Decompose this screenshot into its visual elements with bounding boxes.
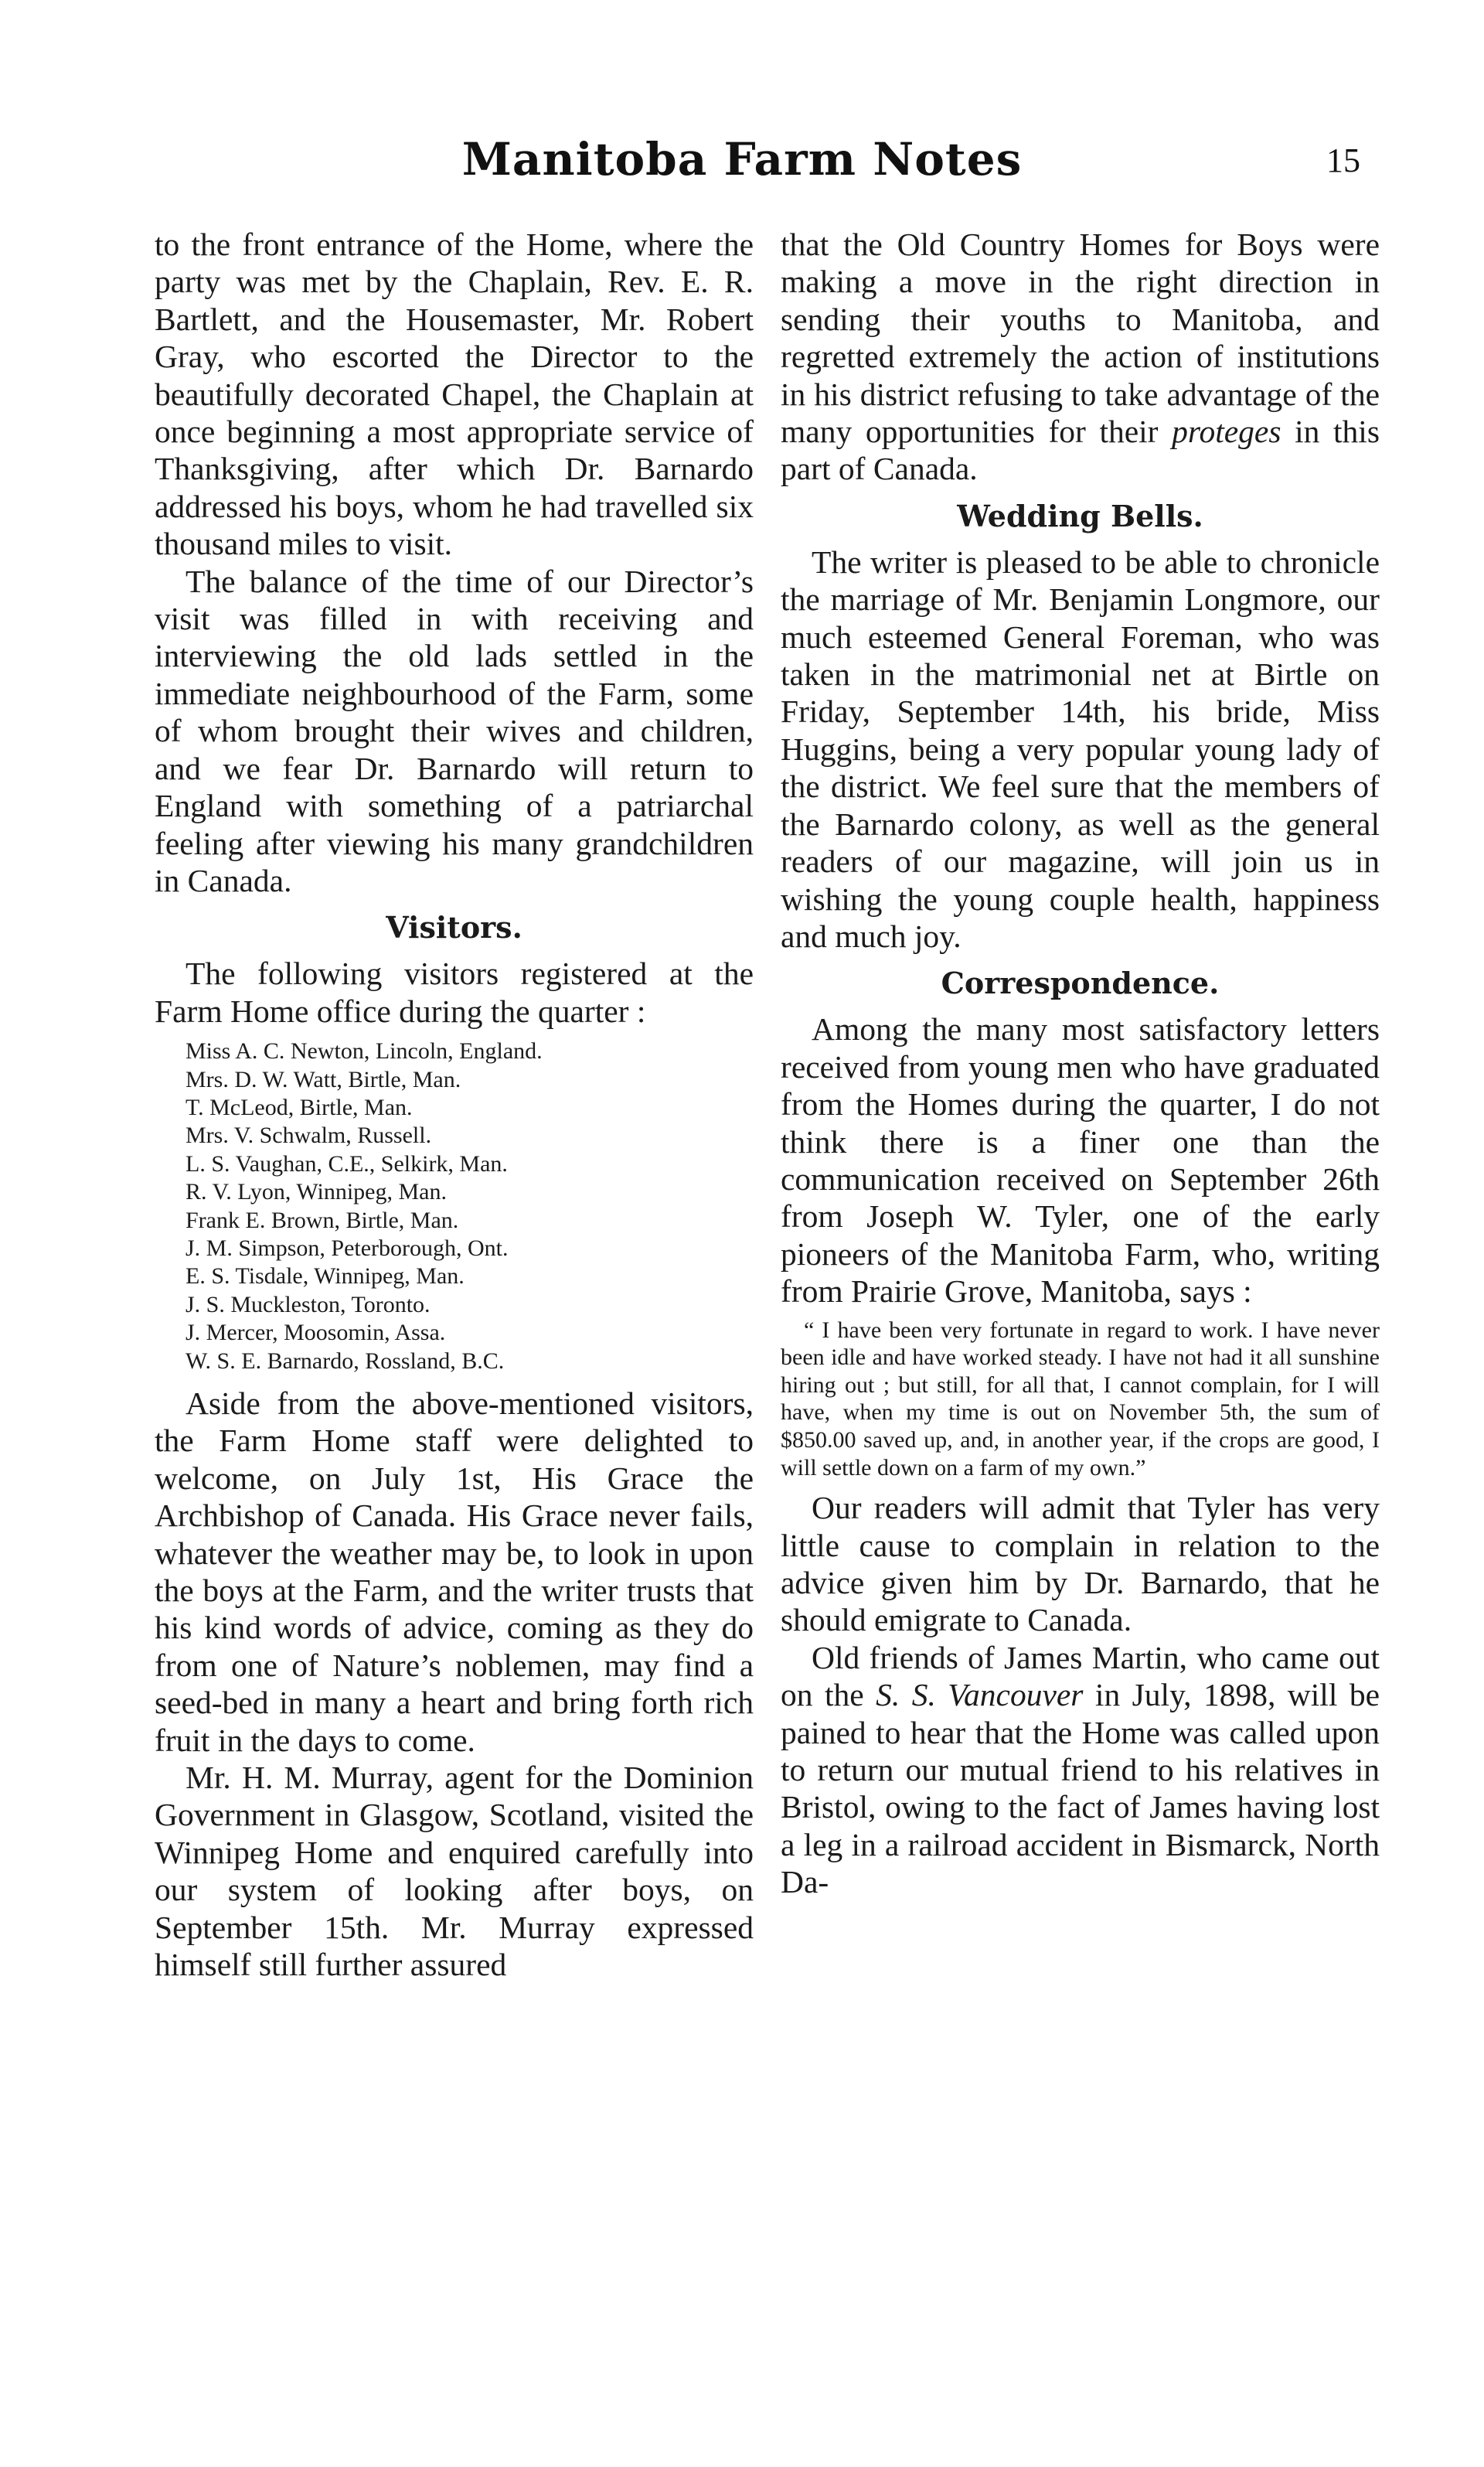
visitors-intro: The following visitors registered at the Farm Home office during the quarter : [155,956,754,1029]
paragraph-murray-continued [781,226,1380,488]
paragraph-murray: Mr. H. M. Murray, agent for the Dominion Government in Glasgow, Scotland, visited the Winnipeg Home and enquired carefully into our system of looking after boys, on September 15th. Mr. Murray expressed himself still further assured [155,1760,754,1983]
correspondence-heading: Correspondence. [941,966,1220,1001]
visitor-entry: R. V. Lyon, Winnipeg, Man. [186,1179,447,1205]
visitor-entry: E. S. Tisdale, Winnipeg, Man. [186,1263,465,1290]
italic-text: proteges [1172,414,1281,450]
visitor-entry: W. S. E. Barnardo, Rossland, B.C. [186,1348,505,1374]
visitor-entry: Mrs. V. Schwalm, Russell. [186,1123,432,1149]
visitor-entry: Mrs. D. W. Watt, Birtle, Man. [186,1066,461,1092]
visitor-entry: T. McLeod, Birtle, Man. [186,1094,413,1120]
wedding-heading: Wedding Bells. [957,498,1203,533]
visitor-entry: J. Mercer, Moosomin, Assa. [186,1320,446,1346]
paragraph-archbishop: Aside from the above-mentioned visitors, the Farm Home staff were delighted to welcome, on July 1st, His Grace the Archbishop of Canada. His Grace never fails, whatever the weather may be, to look in upon the boys at the Farm, and the writer trusts that his kind words of advice, coming as they do from one of Nature’s noblemen, may find a seed-bed in many a heart and bring forth rich fruit in the days to come. [155,1385,754,1758]
visitor-entry: Frank E. Brown, Birtle, Man. [186,1207,459,1233]
text-run: in July, 1898, will be pained to hear that the Home was called upon to return our mutual friend to his relatives in Bristol, owing to the fact of James having lost a leg in a railroad accident in Bismarck, North Da- [781,1677,1380,1900]
text-run: Old friends of James Martin, who came out on the [781,1639,1380,1713]
letter-quote: “ I have been very fortunate in regard to work. I have never been idle and have worked steady. I have not had it all sunshine hiring out ; but still, for all that, I cannot complain, for I will have, when my time is out on November 5th, the sum of $850.00 saved up, and, in another year, if the crops are good, I will settle down on a farm of my own.” [781,1317,1380,1481]
paragraph-chapel-visit: to the front entrance of the Home, where the party was met by the Chaplain, Rev. E. R. Bartlett, and the Housemaster, Mr. Robert Gray, who escorted the Director to the beautifully decorated Chapel, the Chaplain at once beginning a most appropriate service of Thanksgiving, after which Dr. Barnardo addressed his boys, whom he had travelled six thousand miles to visit. [155,227,754,562]
page-number: 15 [1326,141,1360,179]
text-run: in this part of Canada. [781,414,1380,487]
paragraph-correspondence: Among the many most satisfactory letters received from young men who have graduated from the Homes during the quarter, I do not think there is a finer one than the communication received on September 26th from Joseph W. Tyler, one of the early pioneers of the Manitoba Farm, who, writing from Prairie Grove, Manitoba, says : [781,1011,1380,1310]
right-column [781,226,1380,1901]
visitors-list [186,1038,754,1375]
paragraph-tyler: Our readers will admit that Tyler has very little cause to complain in relation to the advice given him by Dr. Barnardo, that he should emigrate to Canada. [781,1490,1380,1638]
visitor-entry: Miss A. C. Newton, Lincoln, England. [186,1038,543,1065]
ship-name: S. S. Vancouver [876,1677,1084,1713]
visitor-entry: J. M. Simpson, Peterborough, Ont. [186,1235,509,1261]
left-column [155,226,754,1984]
visitor-entry: J. S. Muckleston, Toronto. [186,1291,431,1317]
text-run: that the Old Country Homes for Boys were making a move in the right direction in sending their youths to Manitoba, and regretted extremely the action of institutions in his district refusing to take advantage of the many opportunities for their [781,227,1380,450]
running-title: Manitoba Farm Notes [461,133,1023,186]
paragraph-wedding: The writer is pleased to be able to chronicle the marriage of Mr. Benjamin Longmore, our much esteemed General Foreman, who was taken in the matrimonial net at Birtle on Friday, September 14th, his bride, Miss Huggins, being a very popular young lady of the district. We feel sure that the members of the Barnardo colony, as well as the general readers of our magazine, will join us in wishing the young couple health, happiness and much joy. [781,543,1380,954]
visitors-heading: Visitors. [386,910,522,946]
paragraph-martin [781,1639,1380,1901]
visitor-entry: L. S. Vaughan, C.E., Selkirk, Man. [186,1150,508,1177]
paragraph-director-visit: The balance of the time of our Director’s visit was filled in with receiving and interviewing the old lads settled in the immediate neighbourhood of the Farm, some of whom brought their wives and children, and we fear Dr. Barnardo will return to England with something of a patriarchal feeling after viewing his many grandchildren in Canada. [155,563,754,898]
